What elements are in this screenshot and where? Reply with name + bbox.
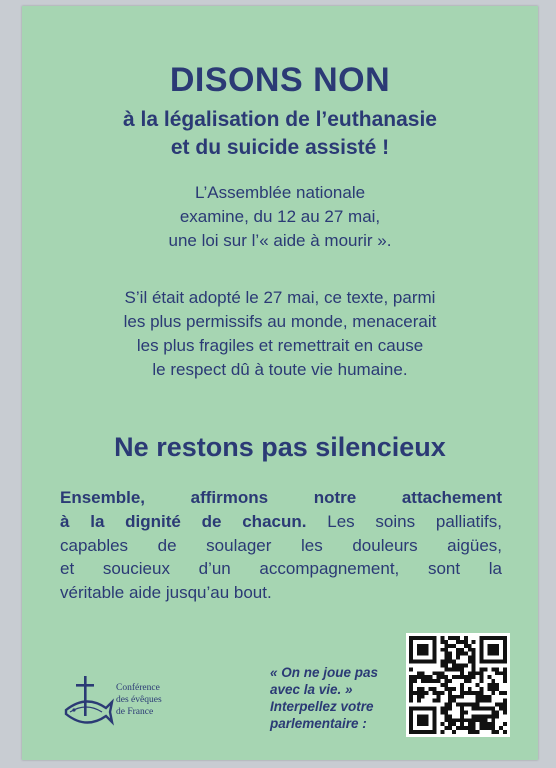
cta-line: Interpellez votre — [270, 699, 374, 714]
body-line: capables de soulager les douleurs aigües, — [60, 535, 502, 555]
cta-line: parlementaire : — [270, 716, 367, 731]
call-to-action — [270, 664, 410, 732]
logo-text — [116, 682, 162, 718]
qr-code-graphic — [409, 636, 507, 734]
body-line-bold: Ensemble, affirmons notre attachement — [60, 488, 502, 507]
warning-paragraph — [22, 286, 538, 382]
page-title: DISONS NON — [169, 61, 391, 99]
logo-line: Conférence — [116, 683, 160, 693]
body-line: véritable aide jusqu’au bout. — [60, 583, 272, 603]
subtitle-line-2: et du suicide assisté ! — [170, 136, 390, 159]
intro-paragraph — [22, 181, 538, 253]
body-line — [60, 510, 502, 534]
logo-line: des évêques — [116, 695, 162, 705]
quote-line: avec la vie. » — [270, 682, 353, 697]
warning-line: S’il était adopté le 27 mai, ce texte, parmi — [124, 288, 436, 307]
body-line: et soucieux d’un accompagnement, sont la — [60, 559, 502, 579]
intro-line: L’Assemblée nationale — [194, 183, 366, 202]
intro-line: examine, du 12 au 27 mai, — [179, 207, 381, 226]
subtitle-line-1: à la légalisation de l’euthanasie — [123, 108, 437, 131]
cef-logo — [62, 668, 194, 740]
warning-line: les plus permissifs au monde, menacerait — [123, 312, 437, 331]
body-emphasis: à la dignité de chacun. — [60, 511, 307, 531]
intro-line: une loi sur l’« aide à mourir ». — [168, 231, 392, 250]
body-paragraph — [60, 486, 502, 605]
cross-fish-emblem-icon — [62, 672, 114, 736]
logo-line: de France — [116, 707, 154, 717]
warning-line: le respect dû à toute vie humaine. — [152, 360, 408, 379]
poster — [22, 6, 538, 760]
section-title: Ne restons pas silencieux — [114, 432, 446, 462]
qr-code-icon[interactable] — [406, 633, 510, 737]
body-text: Les soins palliatifs, — [306, 511, 503, 531]
warning-line: les plus fragiles et remettrait en cause — [136, 336, 424, 355]
quote-line: « On ne joue pas — [270, 665, 379, 680]
